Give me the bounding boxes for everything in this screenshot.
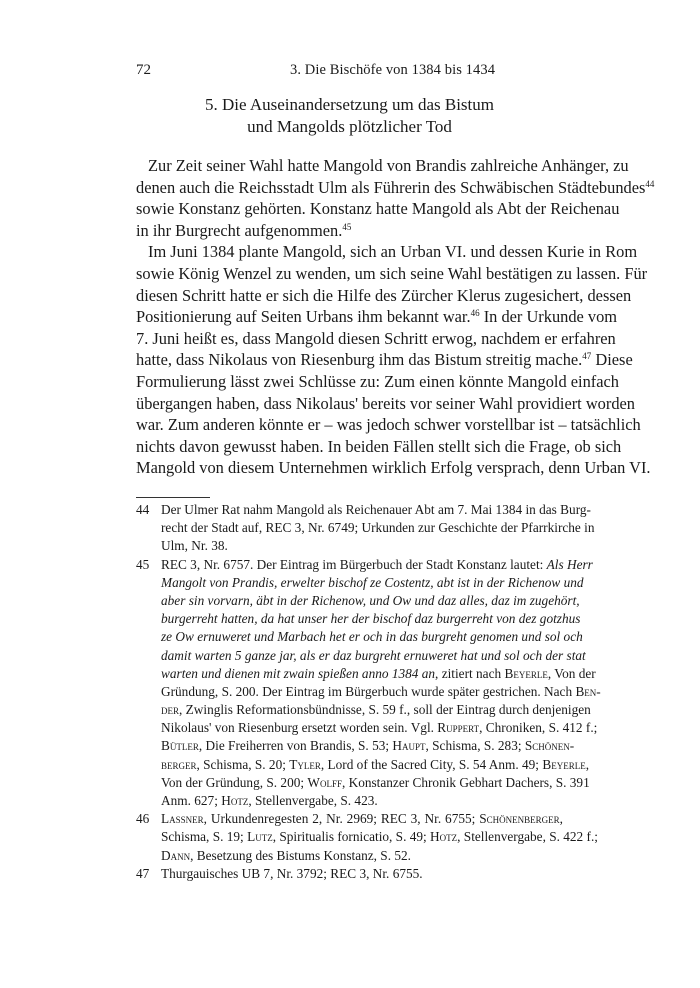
body-line: war. Zum anderen könnte er – was jedoch schwer vorstellbar ist – tatsächlich — [136, 415, 641, 435]
footnote-line: Von der Gründung, S. 200; Wolff, Konstanzer Chronik Gebhart Dachers, S. 391 — [161, 774, 590, 790]
footnote-line: Gründung, S. 200. Der Eintrag im Bürgerbuch wurde später gestrichen. Nach Ben- — [161, 683, 601, 699]
body-line: nichts davon gewusst haben. In beiden Fällen stellt sich die Frage, ob sich — [136, 436, 622, 456]
footnote-line: berger, Schisma, S. 20; Tyler, Lord of the Sacred City, S. 54 Anm. 49; Beyerle, — [161, 756, 590, 772]
footnote-line: Lassner, Urkundenregesten 2, Nr. 2969; REC 3, Nr. 6755; Schönenberger, — [161, 811, 563, 827]
section-title — [136, 94, 563, 138]
body-line: hatte, dass Nikolaus von Riesenburg ihm das Bistum streitig mache.$^{47}$ Diese — [136, 350, 633, 370]
footnote-line: Der Ulmer Rat nahm Mangold als Reichenauer Abt am 7. Mai 1384 in das Burg- — [161, 502, 591, 517]
body-line: Formulierung lässt zwei Schlüsse zu: Zum einen könnte Mangold einfach — [136, 371, 619, 391]
footnote-line: damit warten 5 ganze jar, als er daz burgreht ernuweret hat und sol och der stat — [161, 647, 586, 663]
footnote-line: Ulm, Nr. 38. — [161, 538, 228, 554]
footnote-line: Mangolt von Prandis, erwelter bischof ze Costentz, abt ist in der Richenow und — [161, 574, 584, 590]
footnote-ref[interactable]: 45 — [342, 221, 352, 232]
footnote-47 — [136, 865, 563, 883]
section-title-line-2: und Mangolds plötzlicher Tod — [247, 117, 452, 136]
body-line: denen auch die Reichsstadt Ulm als Führerin des Schwäbischen Städtebundes$^{44}$ — [136, 177, 655, 197]
section-title-line-1: 5. Die Auseinandersetzung um das Bistum — [205, 95, 494, 114]
body-line: Zur Zeit seiner Wahl hatte Mangold von Brandis zahlreiche Anhänger, zu — [148, 156, 629, 175]
body-line: diesen Schritt hatte er sich die Hilfe des Zürcher Klerus zugesichert, dessen — [136, 285, 632, 305]
footnote-number: 44 — [136, 502, 150, 517]
footnote-line: recht der Stadt auf, REC 3, Nr. 6749; Urkunden zur Geschichte der Pfarrkirche in — [161, 520, 595, 536]
body-text — [136, 155, 655, 479]
footnote-line: ze Ow ernuweret und Marbach het er och in das burgreht genomen und sol och — [161, 629, 583, 645]
body-line: in ihr Burgrecht aufgenommen.$^{45}$ — [136, 220, 352, 240]
body-line: sowie Konstanz gehörten. Konstanz hatte Mangold als Abt der Reichenau — [136, 199, 620, 219]
footnote-45 — [136, 556, 601, 811]
footnote-ref[interactable]: 47 — [582, 351, 592, 362]
footnote-number: 45 — [136, 556, 150, 572]
footnote-rule — [136, 497, 210, 498]
footnote-line: Nikolaus' von Riesenburg ersetzt worden sein. Vgl. Ruppert, Chroniken, S. 412 f.; — [161, 720, 598, 736]
body-line: sowie König Wenzel zu wenden, um sich seine Wahl bestätigen zu lassen. Für — [136, 263, 648, 283]
footnote-line: der, Zwinglis Reformationsbündnisse, S. 59 f., soll der Eintrag durch denjenigen — [161, 702, 591, 718]
footnote-line: Schisma, S. 19; Lutz, Spiritualis fornicatio, S. 49; Hotz, Stellenvergabe, S. 422 f.; — [161, 829, 598, 845]
running-head: 3. Die Bischöfe von 1384 bis 1434 — [290, 62, 496, 78]
body-line: Mangold von diesem Unternehmen wirklich Erfolg versprach, denn Urban VI. — [136, 458, 651, 478]
body-line: Positionierung auf Seiten Urbans ihm bekannt war.$^{46}$ In der Urkunde vom — [136, 307, 618, 327]
footnote-44 — [136, 501, 595, 556]
footnote-line: burgerreht hatten, da hat unser her der bischof daz burgerreht von dez gotzhus — [161, 611, 581, 627]
footnote-line: Thurgauisches UB 7, Nr. 3792; REC 3, Nr. 6755. — [161, 865, 423, 881]
footnotes — [136, 501, 601, 883]
footnote-number: 47 — [136, 865, 150, 881]
footnote-line: warten und dienen mit zwain spießen anno 1384 an, zitiert nach Beyerle, Von der — [161, 665, 596, 681]
footnote-number: 46 — [136, 811, 150, 827]
body-line: 7. Juni heißt es, dass Mangold diesen Schritt erwog, nachdem er erfahren — [136, 328, 616, 348]
footnote-line: REC 3, Nr. 6757. Der Eintrag im Bürgerbuch der Stadt Konstanz lautet: Als Herr — [161, 556, 593, 572]
footnote-line: Dann, Besetzung des Bistums Konstanz, S. 52. — [161, 847, 411, 863]
page-number: 72 — [136, 62, 151, 78]
footnote-line: aber sin vorvarn, äbt in der Richenow, und Ow und daz alles, daz im zugehört, — [161, 592, 580, 608]
body-line: Im Juni 1384 plante Mangold, sich an Urban VI. und dessen Kurie in Rom — [148, 242, 638, 262]
footnote-46 — [136, 810, 598, 865]
body-line: übergangen haben, dass Nikolaus' bereits vor seiner Wahl providiert worden — [136, 393, 635, 413]
footnote-line: Anm. 627; Hotz, Stellenvergabe, S. 423. — [161, 793, 378, 808]
footnote-ref[interactable]: 44 — [645, 178, 655, 189]
footnote-line: Bütler, Die Freiherren von Brandis, S. 53; Haupt, Schisma, S. 283; Schönen- — [161, 738, 575, 754]
footnote-ref[interactable]: 46 — [470, 308, 480, 319]
